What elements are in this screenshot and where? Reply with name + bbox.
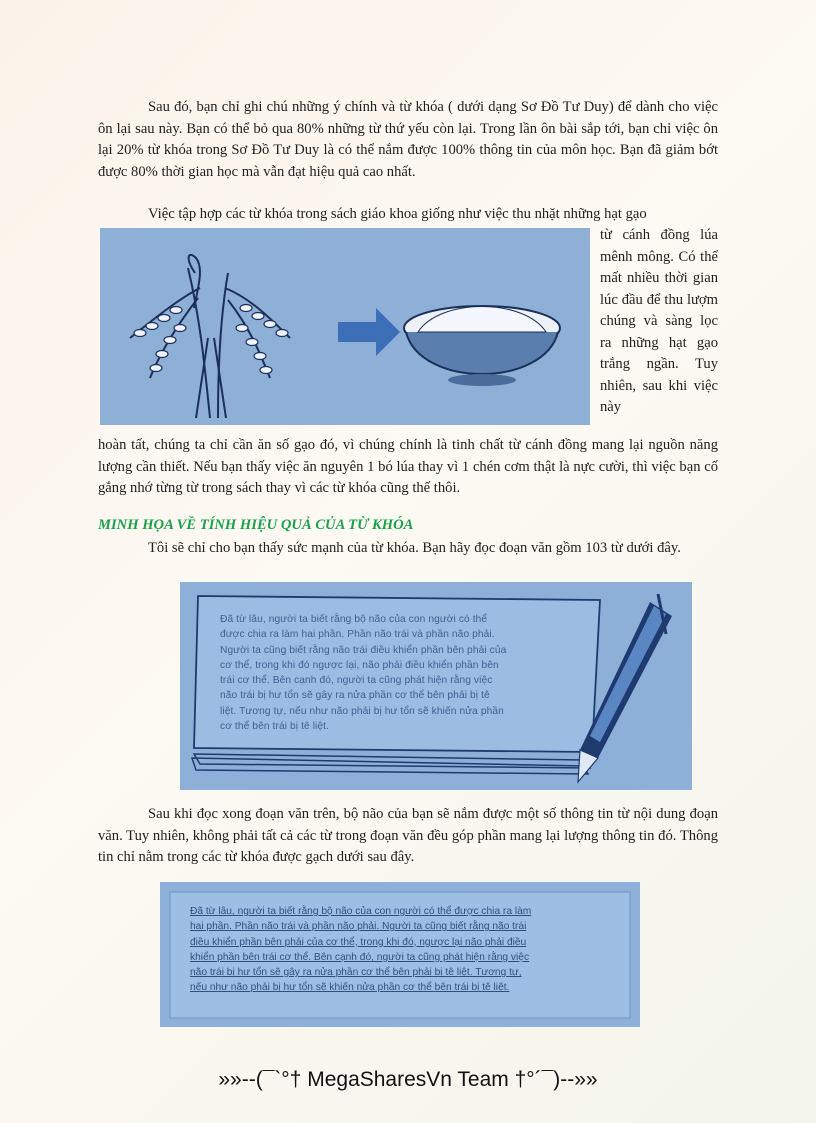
card-line: liệt. Tương tự, nếu như não phải bị hư tổn sẽ khiến nửa phần	[220, 705, 504, 717]
paragraph-rice-wrap: từ cánh đồng lúa mênh mông. Có thể mất nhiều thời gian lúc đầu để thu lượm chúng và sàng lọc ra những hạt gạo trắng ngần. Tuy nhiên, sau khi việc này	[600, 227, 718, 415]
card-line: khiển phần bên trái cơ thể. Bên cạnh đó, người ta cũng phát hiện rằng việc	[190, 951, 530, 963]
card-line: hai phần. Phần não trái và phần não phải. Người ta cũng biết rằng não trái	[190, 921, 527, 933]
paragraph-rice-first-line: Việc tập hợp các từ khóa trong sách giáo khoa giống như việc thu nhặt những hạt gạo	[148, 206, 647, 222]
card-line: Người ta cũng biết rằng não trái điều khiển phần bên phải của	[220, 644, 507, 656]
paragraph-intro: Sau đó, bạn chỉ ghi chú những ý chính và từ khóa ( dưới dạng Sơ Đồ Tư Duy) để dành cho việc ôn lại sau này. Bạn có thể bỏ qua 80% những từ thứ yếu còn lại. Trong lần ôn bài sắp tới, bạn chỉ việc ôn lại 20% từ khóa trong Sơ Đồ Tư Duy là có thể nắm được 100% thông tin của môn học. Bạn đã giảm bớt được 80% thời gian học mà vẫn đạt hiệu quả cao nhất.	[98, 99, 718, 180]
card-keyword-text	[190, 904, 531, 996]
footer-signature: »»--(¯`°† MegaSharesVn Team †°´¯)--»»	[218, 1068, 598, 1091]
paragraph-rice-rest: hoàn tất, chúng ta chỉ cần ăn số gạo đó, vì chúng chính là tinh chất từ cánh đồng mang lại nguồn năng lượng cần thiết. Nếu bạn thấy việc ăn nguyên 1 bó lúa thay vì 1 chén cơm thật là nực cười, thì việc bạn cố gắng nhớ từng từ trong sách thay vì các từ khóa cũng thế thôi.	[98, 437, 718, 496]
card-line: cơ thể, trong khi đó ngược lại, não phải điều khiển phần bên	[220, 659, 499, 671]
keyword-card-figure	[160, 882, 640, 1027]
card-paragraph-text	[220, 612, 506, 734]
card-line: cơ thể bên trái bị tê liệt.	[220, 721, 330, 733]
paragraph-demo-intro: Tôi sẽ chỉ cho bạn thấy sức mạnh của từ khóa. Bạn hãy đọc đoạn văn gồm 103 từ dưới đây.	[148, 540, 681, 556]
paragraph-card-figure	[180, 582, 692, 790]
card-line: điều khiển phần bên phải của cơ thể, trong khi đó, ngược lại não phải điều	[190, 936, 527, 948]
paragraph-keywords: Sau khi đọc xong đoạn văn trên, bộ não của bạn sẽ nắm được một số thông tin từ nội dung đoạn văn. Tuy nhiên, không phải tất cả các từ trong đoạn văn đều góp phần mang lại lượng thông tin đó. Thông tin chỉ nằm trong các từ khóa được gạch dưới sau đây.	[98, 806, 718, 865]
card-line: Đã từ lâu, người ta biết rằng bộ não của con người có thể	[220, 614, 488, 625]
card-line: não trái bị hư tổn sẽ gây ra nửa phần cơ thể bên phải bị tê	[220, 690, 490, 702]
card-line: trái cơ thể. Bên cạnh đó, người ta cũng phát hiện rằng việc	[220, 675, 493, 687]
rice-illustration	[100, 228, 590, 425]
section-heading: MINH HỌA VỀ TÍNH HIỆU QUẢ CỦA TỪ KHÓA	[98, 517, 414, 533]
card-line: Đã từ lâu, người ta biết rằng bộ não của con người có thể được chia ra làm	[190, 906, 532, 917]
card-line: nếu như não phải bị hư tổn sẽ khiến nửa phần cơ thể bên trái bị tê liệt.	[190, 982, 510, 994]
card-line: não trái bị hư tổn sẽ gây ra nửa phần cơ thể bên phải bị tê liệt. Tương tự,	[190, 967, 522, 979]
card-line: được chia ra làm hai phần. Phần não trái và phần não phải.	[220, 629, 495, 641]
